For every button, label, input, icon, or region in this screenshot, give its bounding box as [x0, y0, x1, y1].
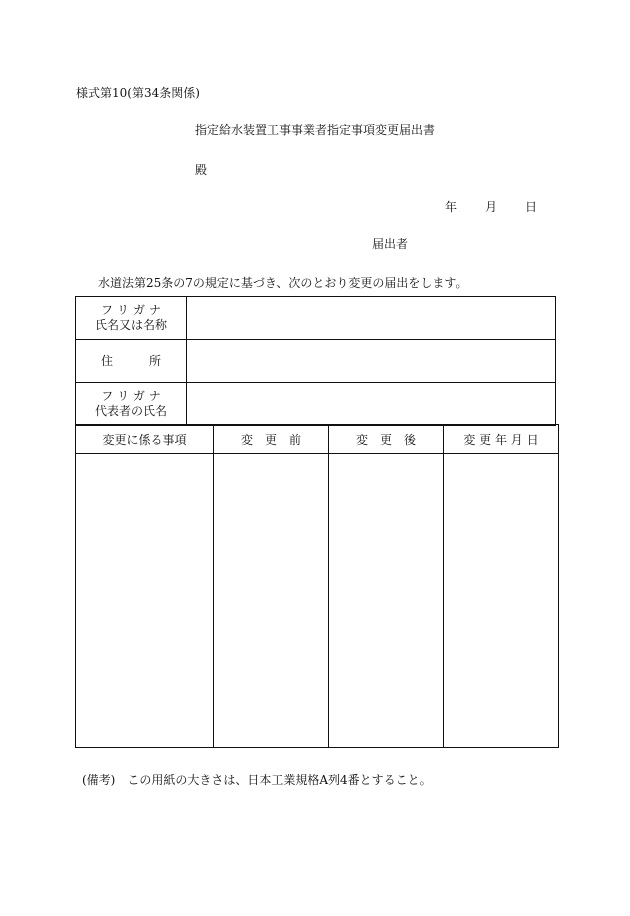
address-label-cell — [76, 340, 187, 383]
applicant-info-table — [75, 296, 556, 426]
representative-row — [76, 383, 556, 426]
address-row — [76, 340, 556, 383]
change-item-field[interactable] — [76, 454, 214, 748]
applicant-label: 届出者 — [372, 237, 409, 251]
name-label: 氏名又は名称 — [94, 318, 167, 332]
representative-value-field[interactable] — [187, 383, 556, 426]
representative-label-cell — [76, 383, 187, 426]
name-furigana-label: フ リ ガ ナ — [101, 303, 161, 317]
addressee-honorific: 殿 — [195, 163, 208, 177]
after-change-field[interactable] — [329, 454, 444, 748]
header-change-date: 変 更 年 月 日 — [444, 425, 559, 454]
address-value-field[interactable] — [187, 340, 556, 383]
remarks-note: (備考) この用紙の大きさは、日本工業規格A列4番とすること。 — [82, 773, 432, 787]
header-before-change: 変 更 前 — [214, 425, 329, 454]
header-after-change: 変 更 後 — [329, 425, 444, 454]
date-day-label: 日 — [525, 200, 538, 214]
address-label: 住 所 — [100, 353, 161, 368]
date-row — [445, 198, 537, 215]
rep-furigana-label: フ リ ガ ナ — [101, 389, 161, 403]
date-year-label: 年 — [445, 200, 458, 214]
date-month-label: 月 — [485, 200, 498, 214]
form-number: 様式第10(第34条関係) — [76, 86, 200, 100]
change-details-table — [75, 424, 559, 748]
representative-label: 代表者の氏名 — [94, 404, 167, 418]
intro-statement: 水道法第25条の7の規定に基づき、次のとおり変更の届出をします。 — [98, 276, 468, 290]
before-change-field[interactable] — [214, 454, 329, 748]
header-change-item: 変更に係る事項 — [76, 425, 214, 454]
name-value-field[interactable] — [187, 297, 556, 340]
name-label-cell — [76, 297, 187, 340]
change-date-field[interactable] — [444, 454, 559, 748]
change-header-row — [76, 425, 559, 454]
name-row — [76, 297, 556, 340]
document-title: 指定給水装置工事事業者指定事項変更届出書 — [195, 123, 436, 137]
change-body-row — [76, 454, 559, 748]
